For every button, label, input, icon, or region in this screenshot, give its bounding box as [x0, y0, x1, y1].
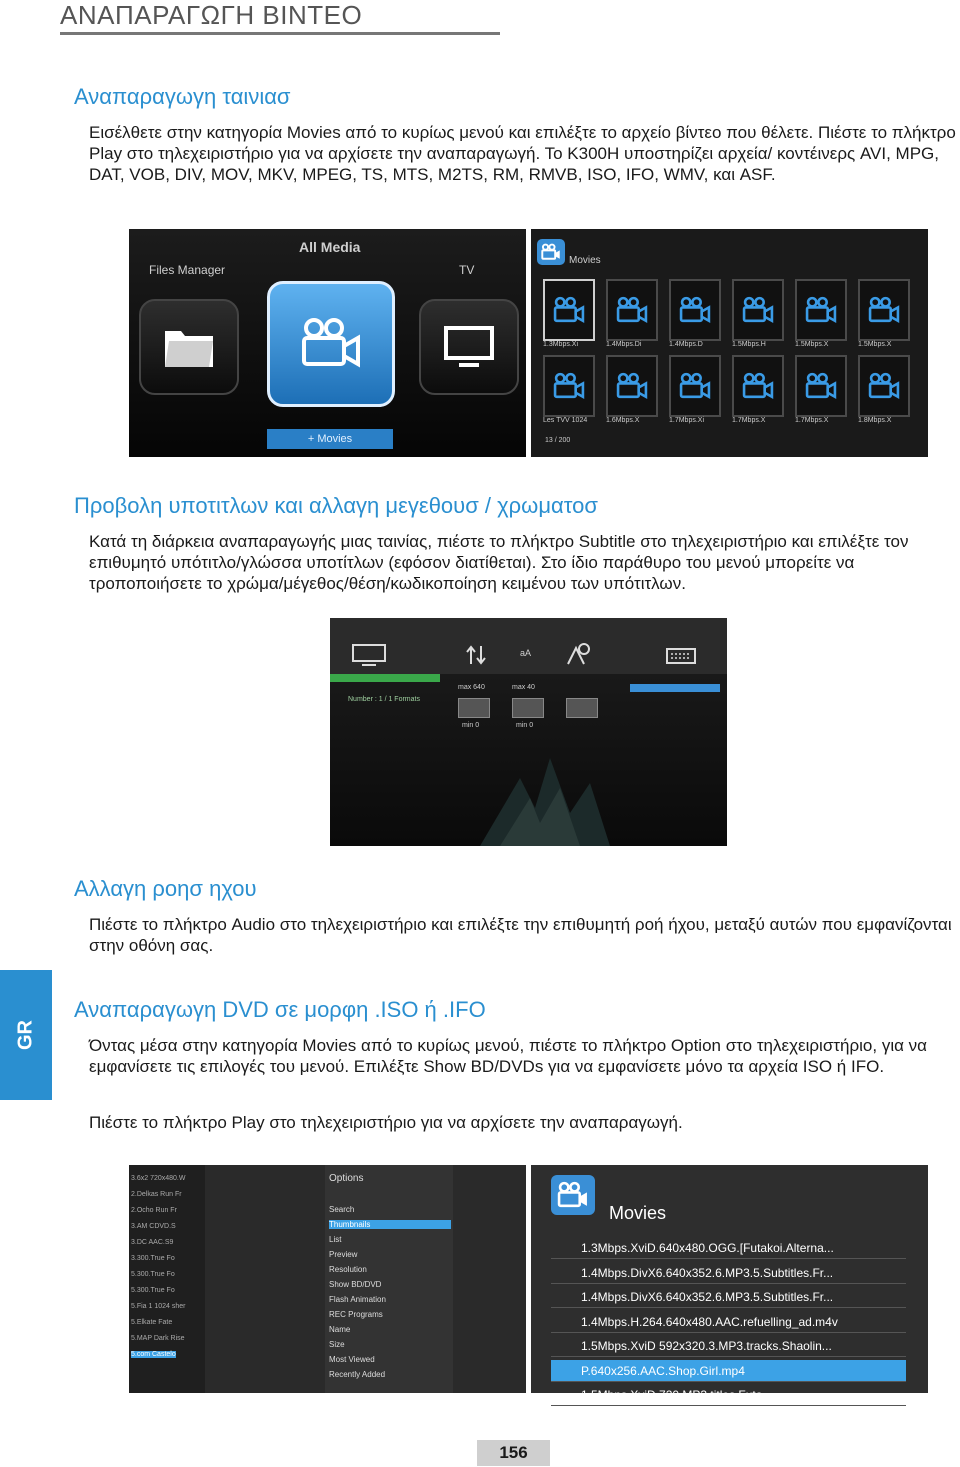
movie-camera-icon: [553, 297, 585, 328]
movie-thumbnail-caption: 1.5Mbps.X: [795, 341, 829, 348]
subtitle-number-label: Number : 1 / 1 Formats: [348, 696, 420, 703]
movie-thumbnail[interactable]: [795, 355, 847, 417]
options-menu-item[interactable]: Flash Animation: [329, 1295, 386, 1304]
language-side-tab: GR: [0, 970, 52, 1100]
options-title: Options: [329, 1173, 364, 1184]
position-max-label: max 640: [458, 684, 485, 691]
side-list-item: 5.com Castelo: [131, 1351, 176, 1358]
movie-list-item[interactable]: P.640x256.AAC.Shop.Girl.mp4: [551, 1360, 906, 1382]
movie-list-item[interactable]: 1.5Mbps.XviD 592x320.3.MP3.tracks.Shaolin...: [551, 1335, 906, 1357]
movie-list-item[interactable]: 1.4Mbps.DivX6.640x352.6.MP3.5.Subtitles.Fr...: [551, 1262, 906, 1284]
size-stepper[interactable]: [512, 698, 544, 718]
movie-camera-icon: [805, 373, 837, 404]
movie-thumbnail-caption: 1.7Mbps.Xi: [669, 417, 705, 424]
movie-thumbnail[interactable]: [858, 355, 910, 417]
movie-thumbnail[interactable]: [606, 279, 658, 341]
section-heading-subtitles: Προβολη υποτιτλων και αλλαγη μεγεθουσ / χρωματοσ: [74, 493, 598, 518]
options-menu-item[interactable]: List: [329, 1235, 342, 1244]
side-list-item: 3.AM CDVD.S: [131, 1223, 176, 1230]
page-number: 156: [477, 1440, 550, 1466]
position-stepper[interactable]: [458, 698, 490, 718]
movie-camera-icon: [553, 373, 585, 404]
font-size-icon[interactable]: aA: [520, 648, 532, 658]
movie-camera-icon: [679, 373, 711, 404]
files-manager-label: Files Manager: [149, 263, 226, 277]
movies-grid-screenshot: [531, 229, 928, 457]
movie-camera-icon: [616, 373, 648, 404]
selected-encoding-bar: [630, 684, 720, 692]
position-arrows-icon[interactable]: [466, 644, 486, 666]
tv-icon: [443, 325, 495, 369]
movie-thumbnail-caption: 1.5Mbps.H: [732, 341, 766, 348]
options-menu-item[interactable]: Size: [329, 1340, 345, 1349]
subtitle-display-icon[interactable]: [352, 644, 386, 666]
tv-tile[interactable]: [419, 299, 519, 395]
movie-camera-icon: [679, 297, 711, 328]
options-menu-item[interactable]: Preview: [329, 1250, 358, 1259]
options-menu-item[interactable]: Most Viewed: [329, 1355, 375, 1364]
movie-thumbnail-caption: 1.3Mbps.Xi: [543, 341, 579, 348]
movie-camera-icon: [868, 297, 900, 328]
options-menu-item[interactable]: Recently Added: [329, 1370, 386, 1379]
movie-thumbnail-caption: 1.8Mbps.X: [858, 417, 892, 424]
side-list-item: 5.Fia 1 1024 sher: [131, 1303, 186, 1310]
side-list-item: 5.MAP Dark Rise: [131, 1335, 185, 1342]
movie-thumbnail-caption: 1.5Mbps.X: [858, 341, 892, 348]
movies-list-header: Movies: [609, 1203, 667, 1223]
side-list-item: 5.Elkate Fate: [131, 1319, 173, 1326]
main-menu-screenshot: [129, 229, 526, 457]
movie-list-item[interactable]: 1.4Mbps.H.264.640x480.AAC.refuelling_ad.m4v: [551, 1311, 906, 1333]
side-list-item: 3.DC AAC.S9: [131, 1239, 174, 1246]
movies-button[interactable]: [267, 429, 393, 449]
side-list-item: 5.300.True Fo: [131, 1287, 175, 1294]
files-manager-tile[interactable]: [139, 299, 239, 395]
options-side-list: [129, 1165, 205, 1393]
movie-camera-icon: [616, 297, 648, 328]
movies-grid-header: Movies: [569, 255, 601, 266]
side-list-item: 3.6x2 720x480.W: [131, 1175, 186, 1182]
movie-thumbnail-caption: 1.6Mbps.X: [606, 417, 640, 424]
movie-thumbnail[interactable]: [795, 279, 847, 341]
color-picker-icon[interactable]: [566, 642, 592, 666]
movie-list-item[interactable]: 1.4Mbps.DivX6.640x352.6.MP3.5.Subtitles.Fr...: [551, 1286, 906, 1308]
options-menu-item[interactable]: Thumbnails: [329, 1220, 451, 1229]
movies-tile[interactable]: [267, 281, 395, 407]
movie-camera-icon: [868, 373, 900, 404]
movie-thumbnail[interactable]: [669, 355, 721, 417]
options-menu-item[interactable]: Show BD/DVD: [329, 1280, 382, 1289]
section-paragraph-dvd-iso: Όντας μέσα στην κατηγορία Movies από το κυρίως μενού, πιέστε το πλήκτρο Option στο τηλεχειριστήριο, για να εμφανίσετε τις επιλογές του μενού. Επιλέξτε Show BD/DVDs για να εμφανίσετε μόνο τα αρχεία ISO ή IFO.: [89, 1036, 927, 1076]
side-list-item: 5.300.True Fo: [131, 1271, 175, 1278]
movie-camera-icon: [541, 243, 561, 261]
movie-thumbnail[interactable]: [606, 355, 658, 417]
selected-column-bar: [330, 674, 440, 682]
section-heading-movie-playback: Αναπαραγωγη ταινιασ: [74, 84, 291, 109]
section-heading-dvd-iso: Αναπαραγωγη DVD σε μορφη .ISO ή .IFO: [74, 997, 486, 1022]
movies-button-label: Movies: [317, 433, 353, 445]
keyboard-icon[interactable]: [666, 648, 696, 664]
movie-thumbnail[interactable]: [669, 279, 721, 341]
tv-label: TV: [459, 263, 475, 277]
section-paragraph-subtitles: Κατά τη διάρκεια αναπαραγωγής μιας ταινίας, πιέστε το πλήκτρο Subtitle στο τηλεχειριστήριο και επιλέξτε τον επιθυμητό υπότιτλο/γλώσσα υποτίτλων (εφόσον διατίθεται). Στο ίδιο παράθυρο του μενού μπορείτε να τροποποιήσετε το χρώμα/μέγεθος/θέση/κωδικοποίηση κειμένου των υπότιτλων.: [89, 532, 909, 593]
movies-list-screenshot: [531, 1165, 928, 1402]
movie-thumbnail-caption: Les TVV 1024: [543, 417, 588, 424]
subtitle-menu-screenshot: [330, 618, 727, 846]
section-paragraph-play: Πιέστε το πλήκτρο Play στο τηλεχειριστήριο για να αρχίσετε την αναπαραγωγή.: [89, 1113, 683, 1132]
movie-thumbnail[interactable]: [543, 279, 595, 341]
size-max-label: max 40: [512, 684, 535, 691]
all-media-label: All Media: [299, 239, 361, 255]
options-menu-item[interactable]: REC Programs: [329, 1310, 383, 1319]
movie-camera-icon: [300, 318, 362, 368]
side-list-item: 3.300.True Fo: [131, 1255, 175, 1262]
movie-thumbnail-caption: 1.4Mbps.D: [669, 341, 703, 348]
page-title: ΑΝΑΠΑΡΑΓΩΓΗ ΒΙΝΤΕΟ: [60, 0, 500, 35]
movie-thumbnail[interactable]: [732, 279, 784, 341]
size-min-label: min 0: [516, 722, 534, 729]
section-paragraph-audio: Πιέστε το πλήκτρο Audio στο τηλεχειριστήριο και επιλέξτε την επιθυμητή ροή ήχου, μεταξύ αυτών που εμφανίζονται στην οθόνη σας.: [89, 915, 952, 955]
section-paragraph-movie-playback: Εισέλθετε στην κατηγορία Movies από το κυρίως μενού και επιλέξτε το αρχείο βίντεο που θέλετε. Πιέστε το πλήκτρο Play στο τηλεχειριστήριο για να αρχίσετε την αναπαραγωγή. Το K300H υποστηρίζει αρχεία/ κοντέινερς AVI, MPG, DAT, VOB, DIV, MOV, MKV, MPEG, TS, MTS, M2TS, RM, RMVB, ISO, IFO, WMV, και ASF.: [89, 123, 956, 184]
options-menu-item[interactable]: Search: [329, 1205, 355, 1214]
movie-camera-icon: [805, 297, 837, 328]
side-list-item: 2.Ocho Run Fr: [131, 1207, 177, 1214]
movie-camera-icon: [742, 373, 774, 404]
movie-thumbnail-caption: 1.7Mbps.X: [732, 417, 766, 424]
movies-header-badge: [537, 239, 565, 265]
position-min-label: min 0: [462, 722, 480, 729]
subtitle-toolbar: [330, 618, 727, 674]
options-menu-screenshot: [129, 1165, 526, 1393]
movie-list-item[interactable]: 1.5Mbps.XviD.720.MP3.titles.Futa...: [551, 1384, 906, 1406]
movie-camera-icon: [742, 297, 774, 328]
section-heading-audio: Αλλαγη ροησ ηχου: [74, 876, 257, 901]
color-stepper[interactable]: [566, 698, 598, 718]
grid-counter: 13 / 200: [545, 437, 571, 444]
movie-list-item[interactable]: 1.3Mbps.XviD.640x480.OGG.[Futakoi.Alterna...: [551, 1237, 906, 1259]
movie-thumbnail-caption: 1.7Mbps.X: [795, 417, 829, 424]
movie-thumbnail[interactable]: [858, 279, 910, 341]
movie-thumbnail-caption: 1.4Mbps.Di: [606, 341, 642, 348]
side-list-item: 2.Delkas Run Fr: [131, 1191, 182, 1198]
movies-list-badge: [551, 1175, 595, 1215]
folder-icon: [163, 325, 215, 369]
options-menu-item[interactable]: Resolution: [329, 1265, 367, 1274]
movie-thumbnail[interactable]: [732, 355, 784, 417]
movie-thumbnail[interactable]: [543, 355, 595, 417]
plus-icon: +: [307, 433, 318, 445]
movie-frame-image: [440, 738, 640, 846]
movie-camera-icon: [557, 1181, 589, 1209]
options-menu-item[interactable]: Name: [329, 1325, 351, 1334]
